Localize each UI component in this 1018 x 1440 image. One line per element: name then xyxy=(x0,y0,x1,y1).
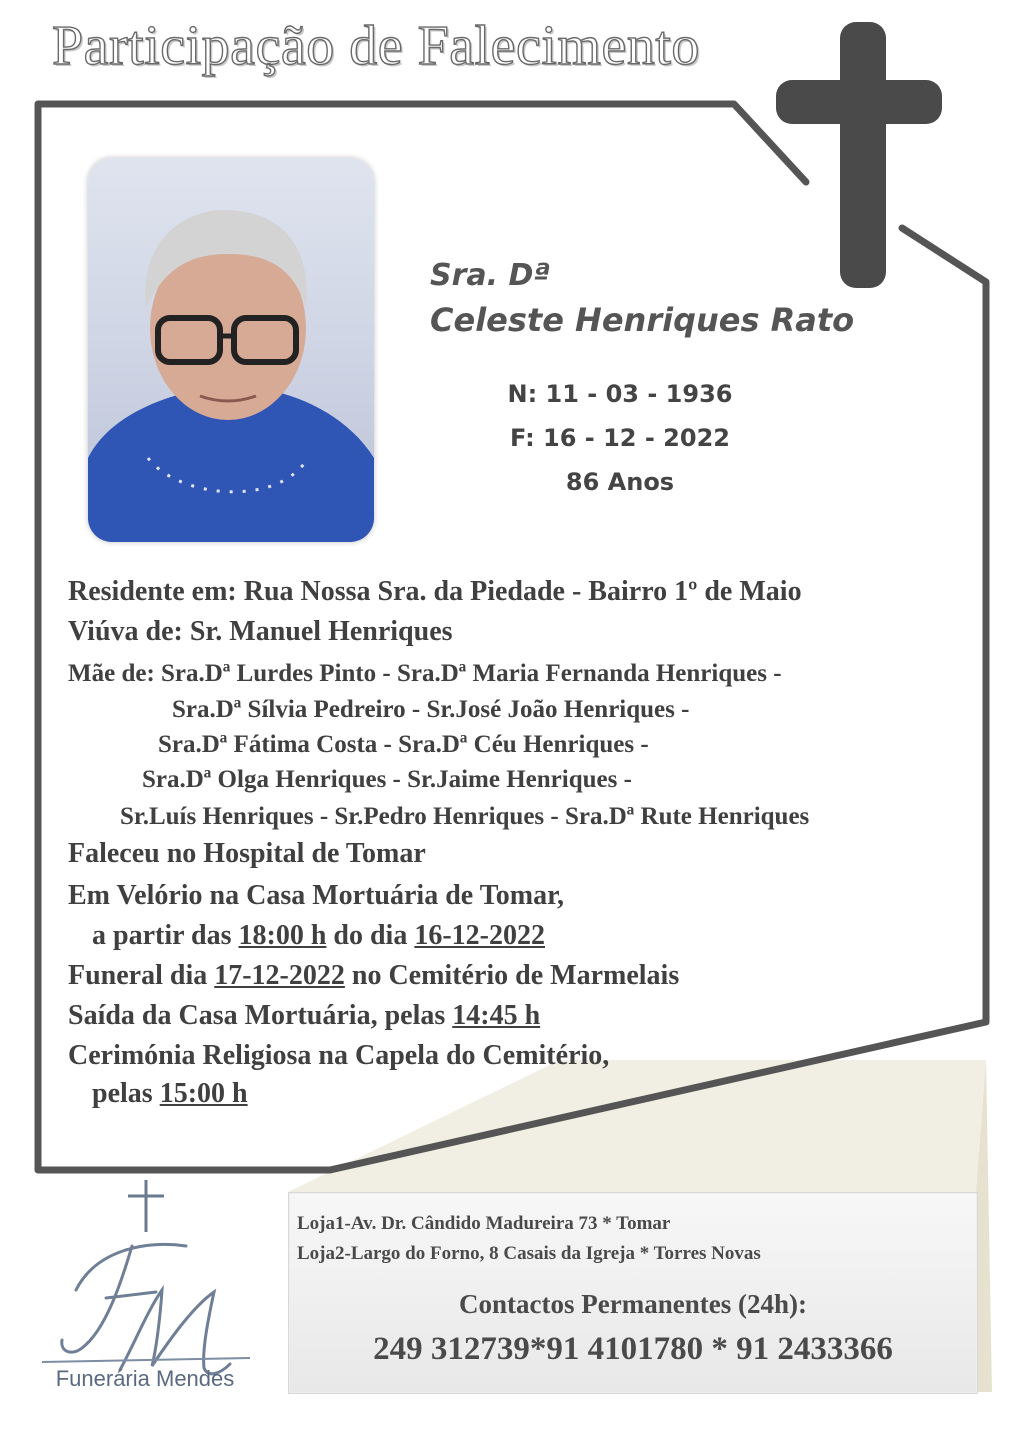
ceremony-prefix: pelas xyxy=(92,1078,153,1109)
wake-line: Em Velório na Casa Mortuária de Tomar, xyxy=(68,880,564,911)
ceremony-time-line xyxy=(92,1078,248,1110)
residence-line: Residente em: Rua Nossa Sra. da Piedade - Bairro 1º de Maio xyxy=(68,576,802,607)
children-line-4: Sra.Dª Olga Henriques - Sr.Jaime Henriques - xyxy=(142,766,632,793)
deceased-name-block xyxy=(430,258,854,339)
age: 86 Anos xyxy=(565,468,675,496)
cross-icon xyxy=(776,22,942,288)
death-date: F: 16 - 12 - 2022 xyxy=(510,424,730,452)
box-top-face xyxy=(288,1060,986,1192)
departure-line xyxy=(68,1000,540,1032)
funeral-home-name: Funerária Mendes xyxy=(55,1366,235,1391)
funeral-prefix: Funeral dia xyxy=(68,960,208,991)
departure-prefix: Saída da Casa Mortuária, pelas xyxy=(68,1000,446,1031)
children-line-2: Sra.Dª Sílvia Pedreiro - Sr.José João Henriques - xyxy=(172,696,690,723)
contacts-title: Contactos Permanentes (24h): xyxy=(459,1289,807,1319)
page-title: Participação de Falecimento xyxy=(52,15,700,77)
died-at-line: Faleceu no Hospital de Tomar xyxy=(68,838,426,869)
departure-time: 14:45 h xyxy=(452,1000,541,1031)
children-line-1: Mãe de: Sra.Dª Lurdes Pinto - Sra.Dª Maria Fernanda Henriques - xyxy=(68,660,782,687)
ceremony-line: Cerimónia Religiosa na Capela do Cemitério, xyxy=(68,1040,610,1071)
wake-prefix: a partir das xyxy=(92,920,232,951)
wake-time: 18:00 h xyxy=(238,920,327,951)
contacts-box xyxy=(288,1192,978,1394)
portrait-photo xyxy=(88,158,374,542)
birth-date: N: 11 - 03 - 1936 xyxy=(507,380,733,408)
deceased-name: Celeste Henriques Rato xyxy=(430,301,855,339)
funeral-suffix: no Cemitério de Marmelais xyxy=(351,960,680,991)
store-2-address: Loja2-Largo do Forno, 8 Casais da Igreja * Torres Novas xyxy=(297,1243,761,1264)
funeral-line xyxy=(68,960,679,992)
portrait-icon xyxy=(88,158,374,542)
store-1-address: Loja1-Av. Dr. Cândido Madureira 73 * Tomar xyxy=(297,1213,671,1234)
children-line-5: Sr.Luís Henriques - Sr.Pedro Henriques - Sra.Dª Rute Henriques xyxy=(120,803,810,830)
phone-numbers: 249 312739*91 4101780 * 91 2433366 xyxy=(373,1331,893,1367)
children-line-3: Sra.Dª Fátima Costa - Sra.Dª Céu Henriques - xyxy=(158,731,649,758)
wake-date: 16-12-2022 xyxy=(414,920,545,951)
life-dates xyxy=(470,372,770,504)
widow-line: Viúva de: Sr. Manuel Henriques xyxy=(68,616,453,647)
ceremony-time: 15:00 h xyxy=(159,1078,248,1109)
deceased-honorific: Sra. Dª xyxy=(430,258,551,293)
funeral-date: 17-12-2022 xyxy=(214,960,345,991)
wake-time-line xyxy=(92,920,545,952)
wake-mid: do dia xyxy=(333,920,408,951)
